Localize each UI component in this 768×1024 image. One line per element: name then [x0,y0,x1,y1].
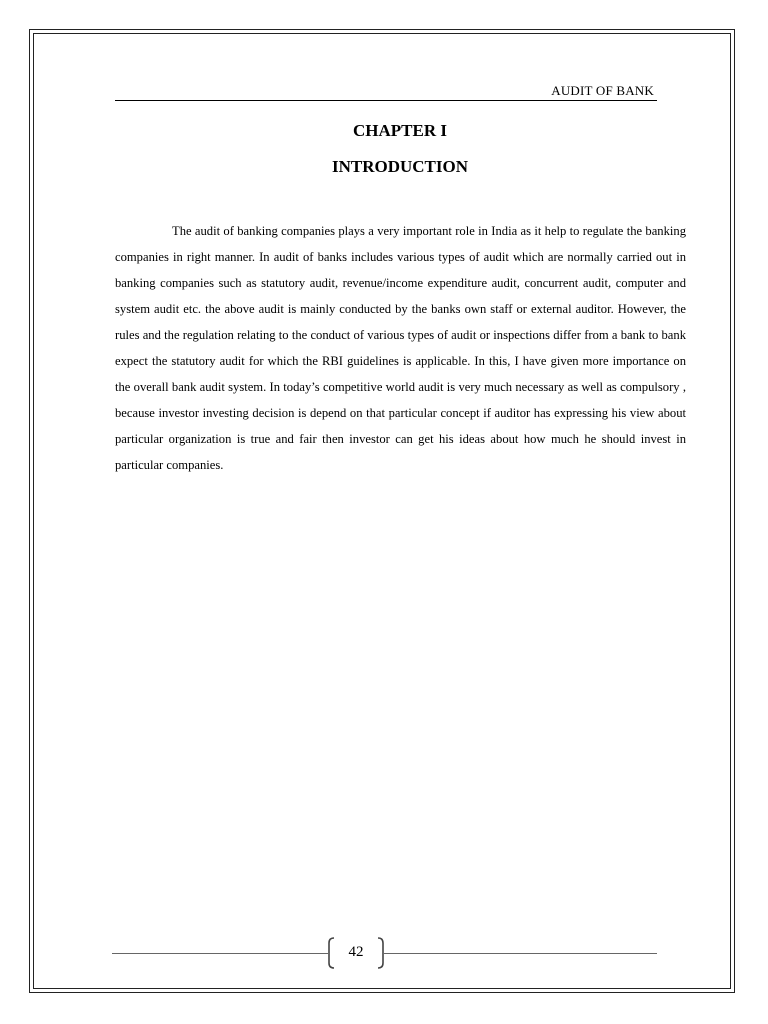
chapter-label: CHAPTER I [353,121,447,140]
running-header [115,82,657,101]
page-number: 42 [348,944,364,960]
running-header-title: AUDIT OF BANK [551,83,654,98]
chapter-title: INTRODUCTION [331,157,469,176]
footer-rule-right [384,953,657,954]
footer-rule-left [112,953,328,954]
body-paragraph: The audit of banking companies plays a very important role in India as it help to regulate the banking companies in right manner. In audit of banks includes various types of audit which are normally carried out in banking companies such as statutory audit, revenue/income expenditure audit, concurrent audit, computer and system audit etc. the above audit is mainly conducted by the banks own staff or external auditor. However, the rules and the regulation relating to the conduct of various types of audit or inspections differ from a bank to bank expect the statutory audit for which the RBI guidelines is applicable. In this, I have given more importance on the overall bank audit system. In today’s competitive world audit is very much necessary as well as compulsory , because investor investing decision is depend on that particular concept if auditor has expressing his view about particular organization is true and fair then investor can get his ideas about how much he should invest in particular companies. [115,224,686,472]
page-number-frame [328,936,384,970]
